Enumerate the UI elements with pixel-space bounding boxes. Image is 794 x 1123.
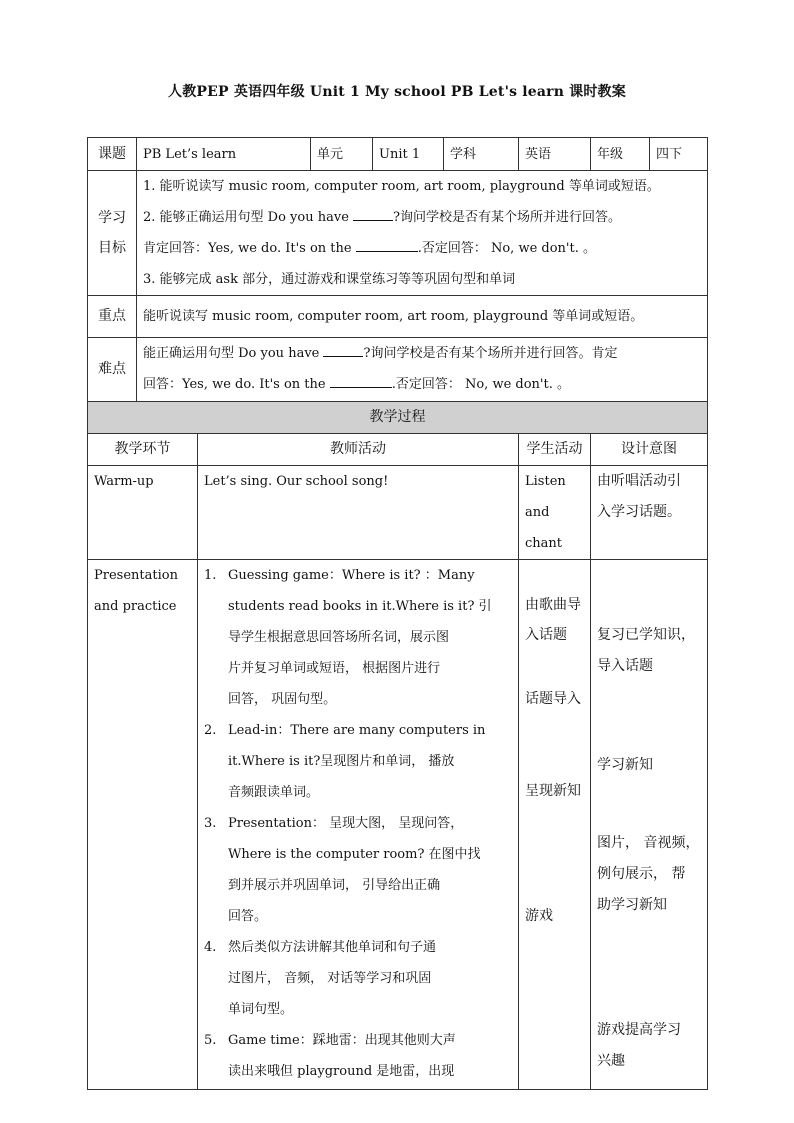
info-row [88,138,708,171]
item-line: 回答， 巩固句型。 [228,692,337,707]
unit-label: 单元 [311,138,373,171]
teacher-activity-item [204,1025,512,1087]
document-title: 人教PEP 英语四年级 Unit 1 My school PB Let's learn 课时教案 [168,84,626,100]
column-student: 学生活动 [519,434,591,466]
topic-label: 课题 [88,138,137,171]
item-text [228,560,512,715]
lesson-plan-table [87,137,708,1090]
blank-line [330,373,392,388]
key-points-row [88,296,708,338]
goals-line-1: 1. 能听说读写 music room, computer room, art room, playground 等单词或短语。 [143,179,660,194]
goals-line-2b: ?询问学校是否有某个场所并进行回答。 [393,210,622,225]
presentation-row [88,560,708,1090]
difficulties-line-1b: ?询问学校是否有某个场所并进行回答。肯定 [363,346,618,361]
goals-line-3 [143,233,701,264]
presentation-stage-2: and practice [94,599,177,614]
student-note-2: 入话题 [525,627,568,643]
goals-label-2: 目标 [98,240,126,256]
process-columns-row [88,434,708,466]
item-number: 4. [204,940,217,955]
difficulties-line-2 [143,369,701,400]
goals-content [137,171,708,296]
teacher-activity-item [204,808,512,932]
presentation-teacher [198,560,519,1090]
intent-note-2: 导入话题 [597,658,654,674]
goals-line-2a: 2. 能够正确运用句型 Do you have [143,210,354,225]
item-text [228,932,512,1025]
item-line: Game time：踩地雷：出现其他则大声 [228,1033,456,1048]
item-number: 5. [204,1033,217,1048]
presentation-intent [591,560,708,1090]
warmup-intent-1: 由听唱活动引 [597,473,682,489]
unit-value: Unit 1 [373,138,444,171]
difficulties-content [137,338,708,402]
difficulties-label: 难点 [88,338,137,402]
presentation-stage-1: Presentation [94,568,178,583]
key-points-text: 能听说读写 music room, computer room, art room, playground 等单词或短语。 [137,296,708,338]
item-line: 单词句型。 [228,1002,294,1017]
teacher-activity-item [204,932,512,1025]
item-line: 片并复习单词或短语， 根据图片进行 [228,661,441,676]
goals-line-2 [143,202,701,233]
blank-line [353,206,393,221]
warmup-student-1: Listen and [525,474,566,520]
student-note-4: 呈现新知 [525,783,582,799]
item-line: it.Where is it?呈现图片和单词， 播放 [228,754,455,769]
teacher-activity-list [204,560,512,1087]
item-line: 导学生根据意思回答场所名词，展示图 [228,630,450,645]
intent-note-6: 助学习新知 [597,897,668,913]
blank-line [356,237,418,252]
goals-line-3a: 肯定回答：Yes, we do. It's on the [143,241,356,256]
intent-note-1: 复习已学知识， [597,627,696,643]
item-line: Guessing game：Where is it? ：Many [228,568,475,583]
teacher-activity-item [204,560,512,715]
goals-label [88,171,137,296]
item-number: 3. [204,816,217,831]
item-line: Lead-in：There are many computers in [228,723,486,738]
subject-label: 学科 [444,138,519,171]
item-line: Where is the computer room? 在图中找 [228,847,481,862]
column-intent: 设计意图 [591,434,708,466]
intent-note-3: 学习新知 [597,757,654,773]
item-line: Presentation： 呈现大图， 呈现问答， [228,816,464,831]
presentation-stage [88,560,198,1090]
item-line: 到并展示并巩固单词， 引导给出正确 [228,878,441,893]
warmup-stage: Warm-up [88,466,198,560]
column-stage: 教学环节 [88,434,198,466]
item-line: 然后类似方法讲解其他单词和句子通 [228,940,437,955]
process-header-row [88,402,708,434]
grade-value: 四下 [650,138,708,171]
warmup-row [88,466,708,560]
warmup-teacher: Let’s sing. Our school song! [198,466,519,560]
student-note-1: 由歌曲导 [525,597,582,613]
student-note-5: 游戏 [525,908,554,924]
presentation-student [519,560,591,1090]
intent-note-7: 游戏提高学习 [597,1022,682,1038]
item-text [228,808,512,932]
key-points-label: 重点 [88,296,137,338]
item-line: 读出来哦但 playground 是地雷，出现 [228,1064,455,1079]
item-number: 1. [204,568,217,583]
warmup-intent-2: 入学习话题。 [597,504,682,520]
blank-line [323,342,363,357]
item-text [228,715,512,808]
item-line: 音频跟读单词。 [228,785,320,800]
difficulties-line-2a: 回答：Yes, we do. It's on the [143,377,330,392]
intent-note-4: 图片， 音视频， [597,835,700,851]
student-note-3: 话题导入 [525,691,582,707]
warmup-student-2: chant [525,536,563,551]
difficulties-line-1a: 能正确运用句型 Do you have [143,346,324,361]
goals-line-3b: .否定回答： No, we don't. 。 [417,241,596,256]
intent-note-8: 兴趣 [597,1053,626,1069]
column-teacher: 教师活动 [198,434,519,466]
item-line: students read books in it.Where is it? 引 [228,599,492,614]
item-number: 2. [204,723,217,738]
item-line: 回答。 [228,909,268,924]
warmup-intent [591,466,708,560]
process-header: 教学过程 [88,402,708,434]
difficulties-row [88,338,708,402]
goals-line-4: 3. 能够完成 ask 部分，通过游戏和课堂练习等等巩固句型和单词 [143,272,516,287]
goals-label-1: 学习 [98,210,126,226]
difficulties-line-1 [143,338,701,369]
difficulties-line-2b: .否定回答： No, we don't. 。 [391,377,570,392]
intent-note-5: 例句展示， 帮 [597,866,686,882]
warmup-student [519,466,591,560]
grade-label: 年级 [591,138,650,171]
subject-value: 英语 [519,138,591,171]
topic-value: PB Let’s learn [137,138,311,171]
goals-row [88,171,708,296]
teacher-activity-item [204,715,512,808]
item-text [228,1025,512,1087]
item-line: 过图片， 音频， 对话等学习和巩固 [228,971,432,986]
